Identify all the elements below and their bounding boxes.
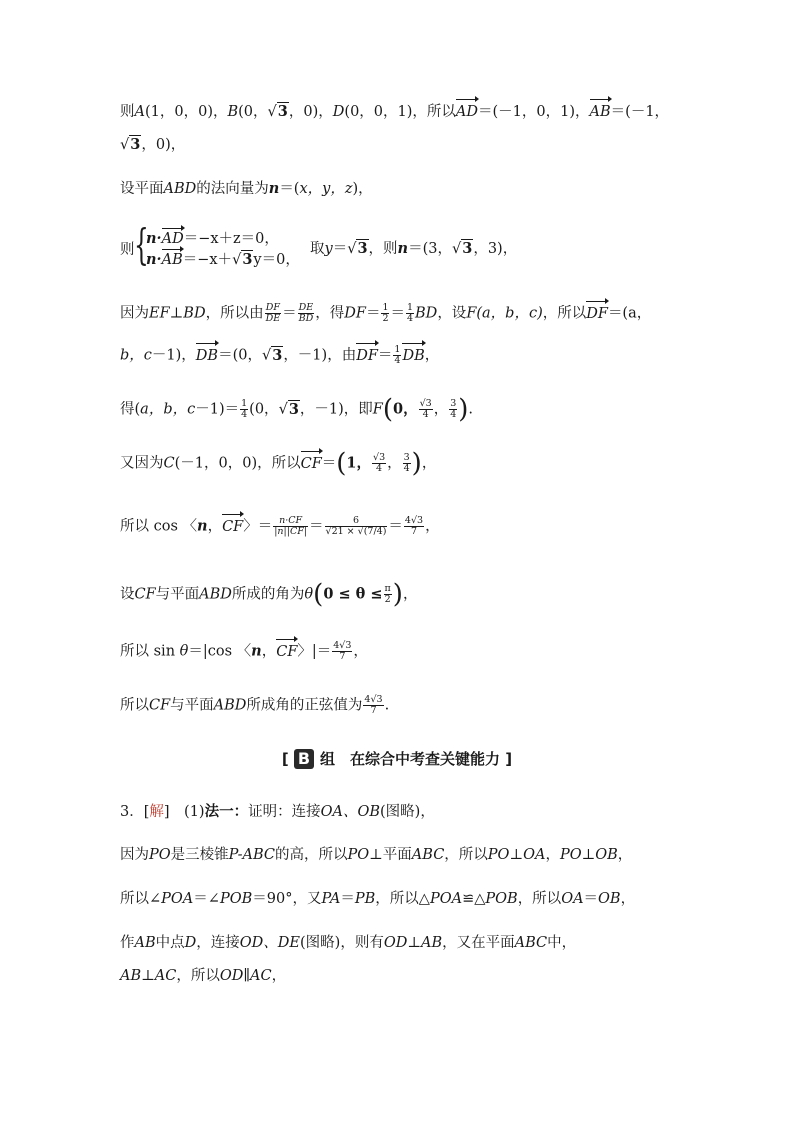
text: ＝ xyxy=(340,891,355,907)
vector-AB: AB xyxy=(589,104,611,120)
text: ＝−x＋z＝0， xyxy=(183,231,279,247)
text: ABD xyxy=(199,586,232,603)
text: PB xyxy=(354,891,376,907)
text: PO xyxy=(149,847,171,863)
text: ABC xyxy=(411,847,445,863)
text: ABD xyxy=(163,181,197,197)
text: ，3)， xyxy=(473,241,518,257)
text: 取 xyxy=(310,241,325,257)
sqrt-radicand: 3 xyxy=(288,400,299,418)
text: BD xyxy=(415,305,438,322)
text: ，设 xyxy=(437,305,467,322)
equation-row-2: n·AB＝−x＋√3y＝0， xyxy=(146,251,300,268)
text: ABC xyxy=(514,935,548,951)
text: 3．[ xyxy=(120,804,150,820)
text: EF xyxy=(149,305,170,322)
text: ＝ xyxy=(321,455,337,472)
text: 中点 xyxy=(155,935,185,951)
text: θ xyxy=(179,643,189,660)
text: OA xyxy=(561,891,584,907)
text: CF xyxy=(134,586,156,603)
equation-row-1 xyxy=(146,227,279,248)
text: 中， xyxy=(547,935,577,951)
text: 所成角的正弦值为 xyxy=(246,697,363,714)
text: 平面 xyxy=(382,847,412,863)
text-line-9 xyxy=(120,516,714,537)
text: DF xyxy=(344,305,366,322)
text: ， xyxy=(425,518,440,535)
text: 所以 xyxy=(120,697,149,714)
text: 0 ≤ θ ≤ xyxy=(323,585,383,603)
section-heading xyxy=(0,748,794,769)
text: ， xyxy=(271,968,287,984)
text: ＝ xyxy=(309,518,324,535)
text: C xyxy=(163,455,175,472)
fraction: $\frac{1}{4}$ xyxy=(394,344,401,366)
text: F xyxy=(466,305,477,322)
text: 0， xyxy=(393,400,418,418)
choose-y: 取y＝√3，则n＝(3，√3，3)， xyxy=(310,240,518,257)
text: ＝ xyxy=(377,347,393,364)
text: ，－1)，即 xyxy=(299,401,373,418)
text-line-8: 又因为C(－1，0，0)，所以CF＝(1， $\frac{√3}{4}$ ， $\frac{3}{4}$ )， xyxy=(120,448,437,479)
text: ， xyxy=(545,847,560,863)
text: ， xyxy=(424,347,440,364)
text-line-3 xyxy=(120,179,714,199)
vector-AD: AD xyxy=(455,104,479,120)
text: POA xyxy=(429,891,463,907)
text: . xyxy=(468,401,474,418)
text: ＝(－1， xyxy=(610,104,670,120)
text: ＝|cos 〈 xyxy=(188,643,252,660)
text: θ xyxy=(304,586,314,603)
fraction: $\frac{1}{2}$ xyxy=(382,302,389,324)
text-line-1: 则A(1，0，0)，B(0，√3，0)，D(0，0，1)，所以AD＝(－1，0，1)，AB＝(－1， xyxy=(120,103,670,120)
text: . xyxy=(384,697,390,714)
sqrt-radicand: 3 xyxy=(272,346,283,364)
text: ， xyxy=(421,455,437,472)
fraction: $\frac{3}{4}$ xyxy=(403,452,410,474)
text: 1， xyxy=(346,454,372,472)
text: n xyxy=(397,240,409,257)
group-badge: B xyxy=(294,749,314,769)
fraction: $\frac{√3}{4}$ xyxy=(373,452,386,474)
text: (0， xyxy=(249,401,279,418)
sqrt-radicand: 3 xyxy=(130,136,141,153)
sqrt-radicand: 3 xyxy=(242,251,253,268)
text: ， xyxy=(353,643,368,660)
vector-DB: DB xyxy=(195,347,219,364)
text: (图略)，则有 xyxy=(300,935,384,951)
fraction: $\frac{6}{√21 \times √(7/4)}$ xyxy=(325,515,387,537)
text-line-12 xyxy=(120,695,714,716)
text: ＝ xyxy=(583,891,599,907)
text: x，y，z xyxy=(299,181,353,197)
text: ⊥ xyxy=(169,305,184,322)
normal-vector-n: n xyxy=(268,180,280,197)
text: OA、OB xyxy=(320,804,380,820)
text: POB xyxy=(219,891,253,907)
bracket: [ xyxy=(281,750,289,768)
text: 设平面 xyxy=(120,181,164,197)
text: (0， xyxy=(238,104,268,120)
text: 则 xyxy=(120,242,135,258)
brace-icon: { xyxy=(134,220,149,269)
text: 是三棱锥 xyxy=(170,847,229,863)
text: 所成的角为 xyxy=(231,586,305,603)
text: ，所以△ xyxy=(375,891,430,907)
text: 法一： xyxy=(204,803,249,820)
text: ，则 xyxy=(368,241,398,257)
text: OD、DE xyxy=(239,935,301,951)
text: ，又在平面 xyxy=(442,935,515,951)
text-line-11 xyxy=(120,641,714,662)
text: POB xyxy=(485,891,518,907)
text: n· xyxy=(146,251,162,268)
text: ， xyxy=(617,847,633,863)
text: OD⊥AB xyxy=(383,935,443,951)
text-line-10: 设CF与平面ABD所成的角为θ(0 ≤ θ ≤ $\frac{\pi}{2}$ )， xyxy=(120,579,418,610)
text: －1)＝ xyxy=(195,401,240,418)
text: P-ABC xyxy=(228,847,276,863)
vector-DF: DF xyxy=(586,305,608,322)
text-line-7: 得(a，b，c－1)＝ $\frac{1}{4}$ (0，√3，－1)，即F(0， $\frac{√3}{4}$ ， $\frac{3}{4}$ ). xyxy=(120,394,474,425)
text: ＝( xyxy=(279,181,300,197)
text: POA xyxy=(161,891,194,907)
text: ， xyxy=(261,643,277,660)
text-line-5 xyxy=(120,303,714,324)
text: 的高，所以 xyxy=(275,847,348,863)
text: PA xyxy=(321,891,341,907)
text: 得( xyxy=(120,401,141,418)
text-line-13 xyxy=(120,802,714,822)
text: ， xyxy=(433,401,449,418)
text: n xyxy=(251,642,262,660)
text: 〉|＝ xyxy=(297,643,332,660)
text: ＝ xyxy=(390,305,405,322)
text: (0，0，1)，所以 xyxy=(344,104,456,120)
text: ＝ xyxy=(332,241,348,257)
fraction: $\frac{1}{4}$ xyxy=(406,302,414,324)
vector-CF: CF xyxy=(276,643,298,660)
text: ，－1)，由 xyxy=(283,347,357,364)
text: OD∥AC xyxy=(219,968,272,984)
fraction: $\frac{1}{4}$ xyxy=(241,398,248,420)
text: ， xyxy=(207,518,223,535)
text: b，c xyxy=(120,347,152,364)
vector-DB: DB xyxy=(402,347,425,364)
text: 解 xyxy=(149,804,164,820)
vector-CF: CF xyxy=(300,455,322,472)
text: 因为 xyxy=(120,305,149,322)
text: ≌△ xyxy=(462,891,486,907)
text: ，得 xyxy=(315,305,345,322)
text: 作 xyxy=(120,935,135,951)
text: ，连接 xyxy=(196,935,240,951)
text: ，所以 xyxy=(542,305,587,322)
text: F xyxy=(372,401,383,418)
vector-AD: AD xyxy=(161,231,184,247)
text-line-14 xyxy=(120,845,714,865)
text: (a，b，c) xyxy=(476,305,543,322)
text: 又因为 xyxy=(120,455,164,472)
text-line-16 xyxy=(120,933,714,953)
text: 的法向量为 xyxy=(196,181,269,197)
text: 因为 xyxy=(120,847,149,863)
fraction: $\frac{4√3}{7}$ xyxy=(364,694,383,716)
text: 与平面 xyxy=(155,586,200,603)
text-line-17 xyxy=(120,966,714,986)
text: ＝ xyxy=(388,518,403,535)
text: ＝(0， xyxy=(218,347,262,364)
fraction: $\frac{DE}{BD}$ xyxy=(298,302,314,324)
bracket: ] xyxy=(505,750,513,768)
text: 所以 cos 〈 xyxy=(120,518,198,535)
text: BD xyxy=(183,305,206,322)
text-line-15 xyxy=(120,889,714,909)
vector-AB: AB xyxy=(161,252,183,268)
text: ， xyxy=(620,891,636,907)
vector-DF: DF xyxy=(356,347,378,364)
text: ABD xyxy=(213,697,247,714)
text: A xyxy=(134,104,145,120)
fraction: $\frac{4√3}{7}$ xyxy=(333,640,352,662)
text: ＝∠ xyxy=(193,891,220,907)
text: (－1，0，0)，所以 xyxy=(174,455,301,472)
text: a，b，c xyxy=(140,401,196,418)
text: 设 xyxy=(120,586,135,603)
text: 所以∠ xyxy=(120,891,162,907)
text: ，所以 xyxy=(517,891,562,907)
text: 与平面 xyxy=(170,697,214,714)
text-line-2: √3，0)， xyxy=(120,136,186,153)
text: －1)， xyxy=(151,347,196,364)
sqrt-radicand: 3 xyxy=(462,240,473,257)
text: 〉＝ xyxy=(243,518,273,535)
sqrt-radicand: 3 xyxy=(277,103,288,120)
text: ＝(－1，0，1)， xyxy=(478,104,590,120)
text: ，所以 xyxy=(176,968,220,984)
text: AB⊥AC xyxy=(120,968,177,984)
text: PO⊥OA xyxy=(487,847,546,863)
fraction: $\frac{\pi}{2}$ xyxy=(384,583,391,605)
text: n xyxy=(197,517,208,535)
text: ＝ xyxy=(365,305,381,322)
text: ＝−x＋ xyxy=(182,252,233,268)
text: D xyxy=(184,935,197,951)
text: B xyxy=(227,104,239,120)
text: 证明：连接 xyxy=(248,804,321,820)
text: ， xyxy=(402,586,418,603)
text: 则 xyxy=(120,104,135,120)
text: AB xyxy=(134,935,156,951)
fraction: $\frac{4√3}{7}$ xyxy=(404,515,424,537)
text: )， xyxy=(352,181,373,197)
heading-text: 组 在综合中考查关键能力 xyxy=(319,750,500,768)
text: 所以 sin xyxy=(120,643,176,660)
text: ＝ xyxy=(282,305,297,322)
text: ＝(3， xyxy=(408,241,452,257)
fraction: $\frac{√3}{4}$ xyxy=(419,398,432,420)
sqrt-radicand: 3 xyxy=(357,240,368,257)
text: ，所以由 xyxy=(205,305,264,322)
fraction: $\frac{3}{4}$ xyxy=(450,398,457,420)
text: y xyxy=(324,241,333,257)
text: (图略)， xyxy=(380,804,435,820)
text: ＝(a， xyxy=(607,305,652,322)
text: ＝90°，又 xyxy=(252,891,322,907)
text: ] (1) xyxy=(163,804,205,820)
text: y＝0， xyxy=(253,252,300,268)
fraction: $\frac{n\cdot CF}{|n||CF|}$ xyxy=(274,515,308,537)
text: ，0)， xyxy=(141,137,186,153)
text: PO⊥ xyxy=(347,847,383,863)
text: ，0)， xyxy=(288,104,333,120)
text: ，所以 xyxy=(444,847,488,863)
text: OB xyxy=(598,891,621,907)
text: ， xyxy=(387,455,402,472)
text: (1，0，0)， xyxy=(144,104,228,120)
text-line-6: b，c－1)，DB＝(0，√3，－1)，由DF＝ $\frac{1}{4}$ DB， xyxy=(120,344,440,366)
text: CF xyxy=(149,697,171,714)
fraction: $\frac{DF}{DE}$ xyxy=(265,302,281,324)
text: PO⊥OB xyxy=(559,847,618,863)
text: n· xyxy=(146,230,162,247)
vector-CF: CF xyxy=(222,518,244,535)
text: D xyxy=(332,104,345,120)
